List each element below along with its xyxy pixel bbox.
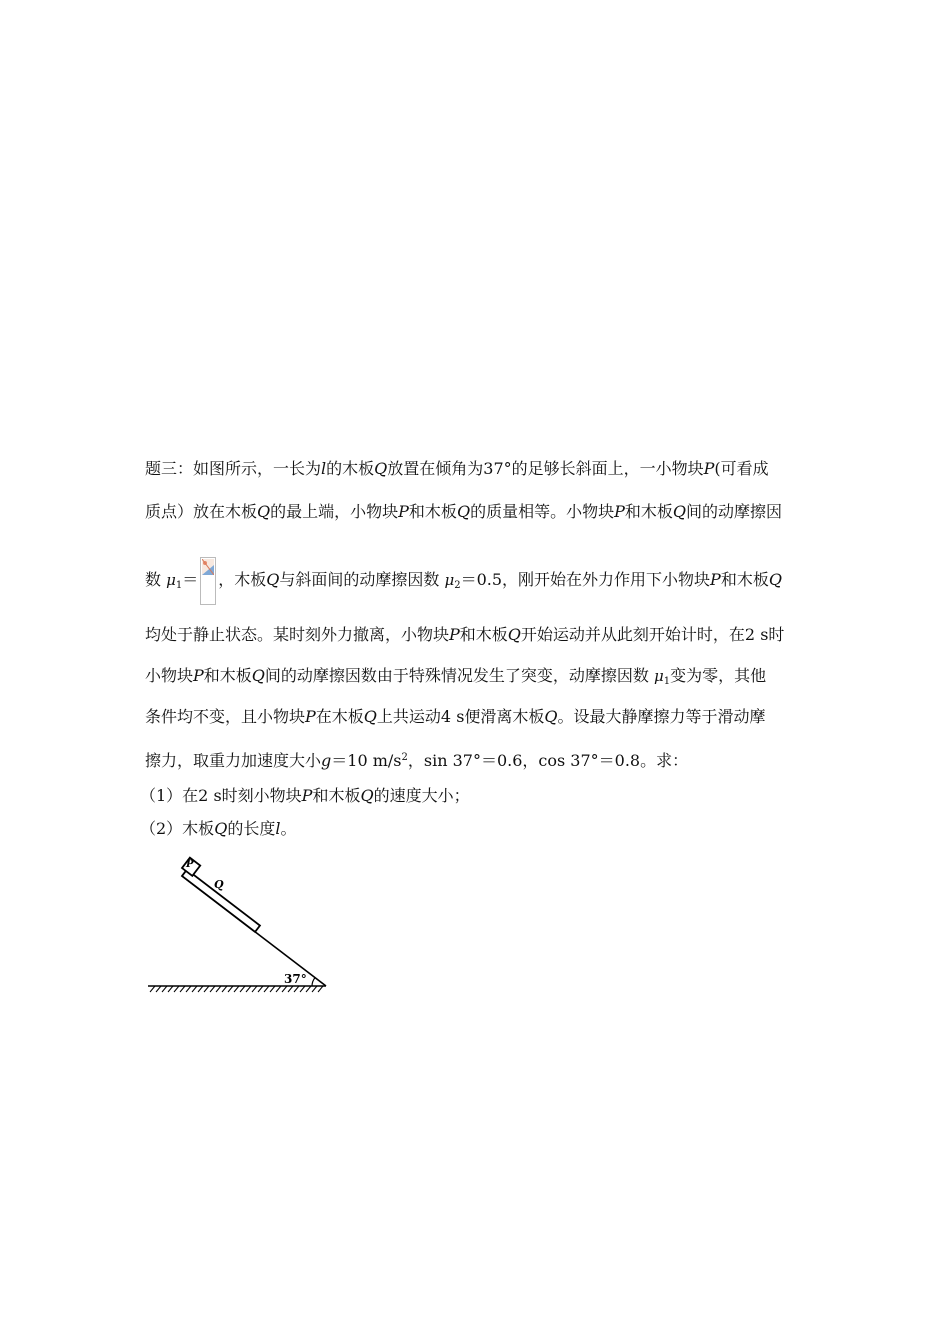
broken-image-icon [200, 557, 216, 605]
question-1 [140, 786, 470, 806]
var-q: Q [456, 502, 471, 521]
var-q: Q [507, 625, 521, 644]
text: 的长度 [227, 819, 276, 838]
problem-line-2 [145, 502, 782, 522]
text: （1）在2 s时刻小物块 [140, 786, 302, 805]
var-q: Q [251, 666, 265, 685]
text: 的速度大小； [373, 786, 470, 805]
text: （2）木板 [140, 819, 215, 838]
text: 擦力，取重力加速度大小 [145, 751, 322, 770]
text: ，木板 [218, 570, 267, 589]
image-placeholder-icon [202, 559, 214, 575]
text: 和木板 [408, 502, 457, 521]
var-q: Q [768, 570, 782, 589]
var-p: P [703, 459, 715, 478]
text: ＝10 m/s [331, 751, 402, 770]
problem-line-6 [145, 707, 766, 727]
question-2 [140, 819, 296, 839]
var-l: l [321, 459, 327, 478]
var-p: P [449, 625, 460, 644]
problem-line-7 [145, 748, 688, 771]
var-q: Q [214, 819, 228, 838]
text: 开始运动并从此刻开始计时，在2 s时 [520, 625, 785, 644]
text: 小物块 [145, 666, 194, 685]
text: 和木板 [459, 625, 508, 644]
text: 的质量相等。小物块 [470, 502, 615, 521]
label-q: Q [214, 878, 224, 891]
var-q: Q [360, 786, 374, 805]
text: 在木板 [315, 707, 364, 726]
mu-symbol: μ [166, 571, 176, 589]
var-q: Q [363, 707, 377, 726]
text: 数 [145, 570, 167, 589]
var-l: l [275, 819, 281, 838]
text: 放置在倾角为37°的足够长斜面上，一小物块 [387, 459, 704, 478]
subscript: 1 [175, 580, 183, 591]
text: 和木板 [203, 666, 252, 685]
var-p: P [193, 666, 204, 685]
subscript: 1 [663, 676, 671, 687]
text: 上共运动4 s便滑离木板 [376, 707, 545, 726]
text: 和木板 [624, 502, 673, 521]
text: 题三：如图所示，一长为 [145, 459, 322, 478]
var-q: Q [266, 570, 280, 589]
text: 的最上端，小物块 [270, 502, 399, 521]
var-g: g [321, 751, 332, 770]
var-q: Q [257, 502, 271, 521]
text: 。设最大静摩擦力等于滑动摩 [557, 707, 766, 726]
text: 变为零，其他 [670, 666, 767, 685]
text: 质点）放在木板 [145, 502, 258, 521]
problem-line-3 [145, 556, 782, 610]
text: ＝ [182, 570, 199, 589]
subscript: 2 [454, 580, 461, 591]
var-p: P [710, 570, 721, 589]
problem-line-1 [145, 459, 769, 479]
problem-line-5 [145, 666, 766, 692]
text: 。 [280, 819, 297, 838]
var-p: P [305, 707, 316, 726]
text: 间的动摩擦因 [685, 502, 782, 521]
problem-line-4 [145, 625, 784, 645]
text: 和木板 [312, 786, 361, 805]
text: (可看成 [714, 459, 769, 478]
mu-symbol: μ [444, 571, 455, 589]
var-q: Q [374, 459, 388, 478]
var-q: Q [544, 707, 558, 726]
var-p: P [301, 786, 313, 805]
angle-arc [312, 978, 315, 986]
label-p: P [186, 859, 194, 870]
text: 和木板 [720, 570, 769, 589]
ground-hatching [150, 986, 323, 992]
text: 的木板 [326, 459, 375, 478]
text: 条件均不变，且小物块 [145, 707, 306, 726]
var-q: Q [672, 502, 686, 521]
var-p: P [614, 502, 625, 521]
superscript: 2 [401, 752, 408, 763]
angle-label: 37° [284, 972, 307, 986]
var-p: P [398, 502, 409, 521]
text: 与斜面间的动摩擦因数 [279, 570, 445, 589]
incline-figure [140, 850, 340, 1000]
text: ＝0.5，刚开始在外力作用下小物块 [460, 570, 711, 589]
text: 间的动摩擦因数由于特殊情况发生了突变，动摩擦因数 [264, 666, 655, 685]
text: 均处于静止状态。某时刻外力撤离，小物块 [145, 625, 450, 644]
text: ，sin 37°＝0.6，cos 37°＝0.8。求： [407, 751, 689, 770]
mu-symbol: μ [654, 667, 664, 685]
